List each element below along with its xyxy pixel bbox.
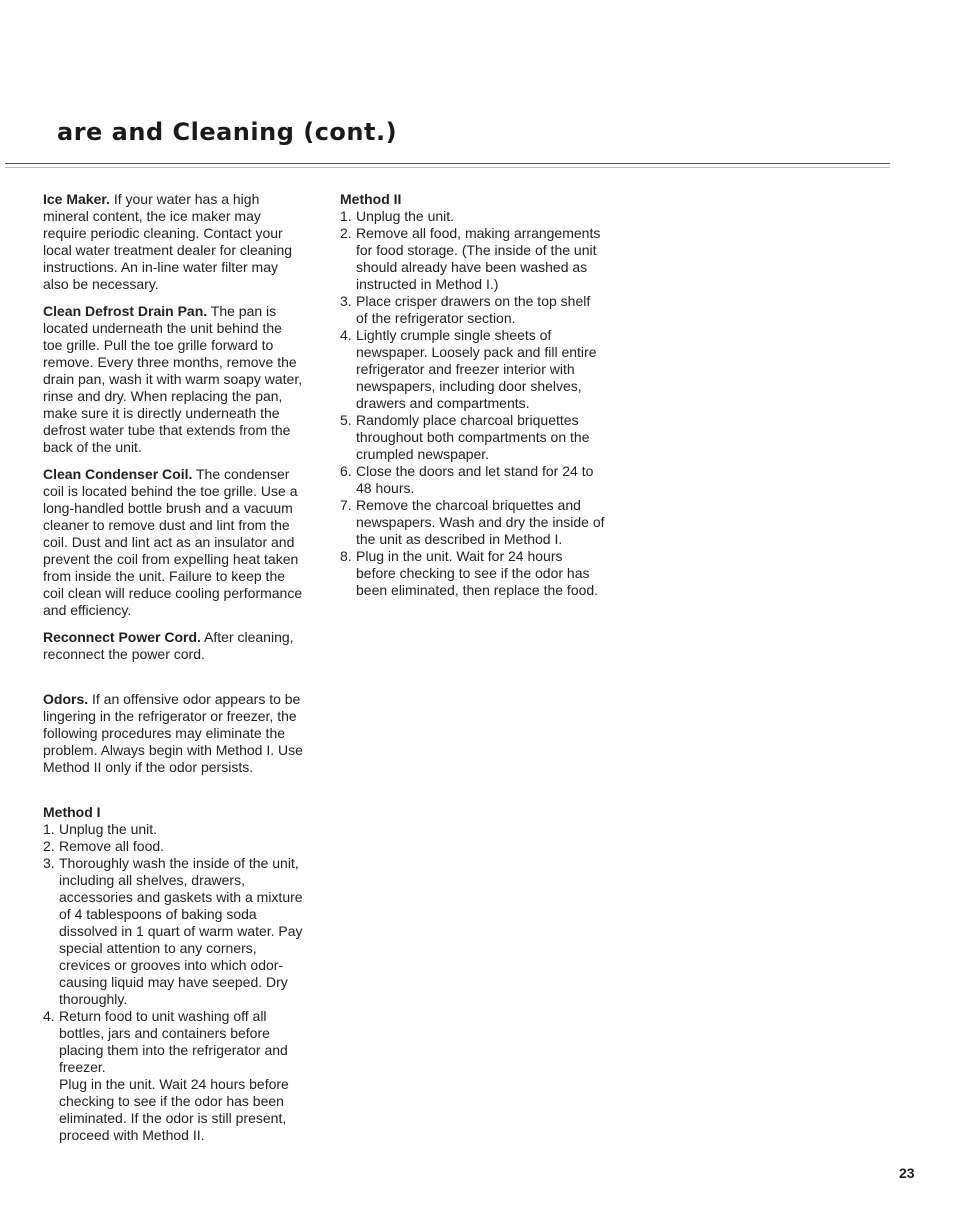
list-item: 3. Thoroughly wash the inside of the unit, including all shelves, drawers, accessories and gaskets with a mixture of 4 tablespoons of baking soda dissolved in 1 quart of warm water. Pay special attention to any corners, crevices or grooves into which odor-causing liquid may have seeped. Dry thoroughly. — [43, 855, 303, 1007]
paragraph-drain-pan: Clean Defrost Drain Pan. The pan is located underneath the unit behind the toe grille. Pull the toe grille forward to remove. Every three months, remove the drain pan, wash it with warm soapy water, rinse and dry. When replacing the pan, make sure it is directly underneath the defrost water tube that extends from the back of the unit. — [43, 303, 303, 455]
list-item: 3. Place crisper drawers on the top shelf of the refrigerator section. — [340, 293, 591, 326]
list-item: 6. Close the doors and let stand for 24 to 48 hours. — [340, 463, 594, 496]
paragraph-power-cord: Reconnect Power Cord. After cleaning, reconnect the power cord. — [43, 629, 294, 662]
method-1-title: Method I — [43, 804, 101, 820]
list-item: 1. Unplug the unit. — [340, 208, 455, 224]
list-item: 5. Randomly place charcoal briquettes throughout both compartments on the crumpled newspaper. — [340, 412, 590, 462]
right-column — [340, 191, 605, 599]
list-item: 2. Remove all food. — [43, 838, 165, 854]
list-item: 8. Plug in the unit. Wait for 24 hours before checking to see if the odor has been eliminated, then replace the food. — [340, 548, 599, 598]
spacer — [43, 786, 305, 804]
page-title: are and Cleaning (cont.) — [57, 118, 398, 146]
method-2-title: Method II — [340, 191, 402, 207]
method-1-steps — [43, 821, 305, 1076]
header-rule-secondary — [5, 167, 890, 168]
spacer — [43, 673, 305, 691]
list-item: 7. Remove the charcoal briquettes and newspapers. Wash and dry the inside of the unit as described in Method I. — [340, 497, 605, 547]
method-2-steps — [340, 208, 605, 599]
paragraph-condenser-coil: Clean Condenser Coil. The condenser coil is located behind the toe grille. Use a long-handled bottle brush and a vacuum cleaner to remove dust and lint from the coil. Dust and lint act as an insulator and prevent the coil from expelling heat taken from inside the unit. Failure to keep the coil clean will reduce cooling performance and efficiency. — [43, 466, 303, 618]
list-item: 1. Unplug the unit. — [43, 821, 158, 837]
list-item: 2. Remove all food, making arrangements for food storage. (The inside of the unit should already have been washed as instructed in Method I.) — [340, 225, 601, 292]
left-column — [43, 191, 305, 1144]
paragraph-ice-maker: Ice Maker. If your water has a high mineral content, the ice maker may require periodic cleaning. Contact your local water treatment dealer for cleaning instructions. An in-line water filter may also be necessary. — [43, 191, 293, 292]
paragraph-odors: Odors. If an offensive odor appears to be lingering in the refrigerator or freezer, the following procedures may eliminate the problem. Always begin with Method I. Use Method II only if the odor persists. — [43, 691, 303, 775]
method-1-followup: Plug in the unit. Wait 24 hours before checking to see if the odor has been eliminated. If the odor is still present, proceed with Method II. — [59, 1076, 289, 1143]
header-rule — [5, 163, 890, 164]
list-item: 4. Return food to unit washing off all bottles, jars and containers before placing them into the refrigerator and freezer. — [43, 1008, 288, 1075]
page-number: 23 — [899, 1165, 915, 1181]
list-item: 4. Lightly crumple single sheets of newspaper. Loosely pack and fill entire refrigerator and freezer interior with newspapers, including door shelves, drawers and compartments. — [340, 327, 597, 411]
